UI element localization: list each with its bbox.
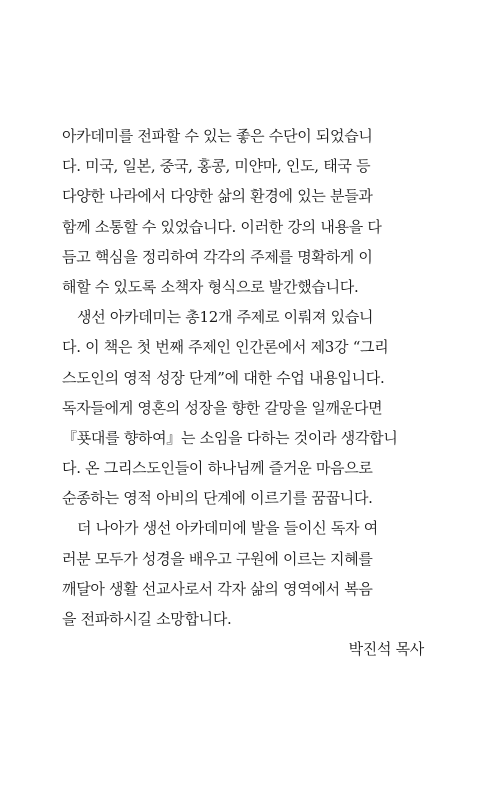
text-line: 러분 모두가 성경을 배우고 구원에 이르는 지혜를 <box>62 549 373 568</box>
text-line: 다. 미국, 일본, 중국, 홍콩, 미얀마, 인도, 태국 등 <box>62 157 371 176</box>
text-line: 깨달아 생활 선교사로서 각자 삶의 영역에서 복음 <box>62 579 373 598</box>
text-line: 다. 이 책은 첫 번째 주제인 인간론에서 제3강 “그리 <box>62 338 389 357</box>
author-signature: 박진석 목사 <box>348 640 424 659</box>
text-line: 스도인의 영적 성장 단계”에 대한 수업 내용입니다. <box>62 368 385 387</box>
text-line: 해할 수 있도록 소책자 형식으로 발간했습니다. <box>62 277 359 296</box>
text-line: 독자들에게 영혼의 성장을 향한 갈망을 일깨운다면 <box>62 398 383 417</box>
text-line: 순종하는 영적 아비의 단계에 이르기를 꿈꿉니다. <box>62 489 373 508</box>
text-line: 『푯대를 향하여』는 소임을 다하는 것이라 생각합니 <box>62 428 398 447</box>
text-line: 함께 소통할 수 있었습니다. 이러한 강의 내용을 다 <box>62 217 382 236</box>
text-line: 다양한 나라에서 다양한 삶의 환경에 있는 분들과 <box>62 187 373 206</box>
text-line: 듬고 핵심을 정리하여 각각의 주제를 명확하게 이 <box>62 247 373 266</box>
text-line: 다. 온 그리스도인들이 하나님께 즐거운 마음으로 <box>62 459 373 478</box>
body-text <box>62 121 424 664</box>
text-line: 을 전파하시길 소망합니다. <box>62 610 232 628</box>
text-line: 아카데미를 전파할 수 있는 좋은 수단이 되었습니 <box>62 127 373 145</box>
paragraph-start-line: 더 나아가 생선 아카데미에 발을 들이신 독자 여 <box>77 519 378 538</box>
paragraph-start-line: 생선 아카데미는 총12개 주제로 이뤄져 있습니 <box>77 308 374 327</box>
